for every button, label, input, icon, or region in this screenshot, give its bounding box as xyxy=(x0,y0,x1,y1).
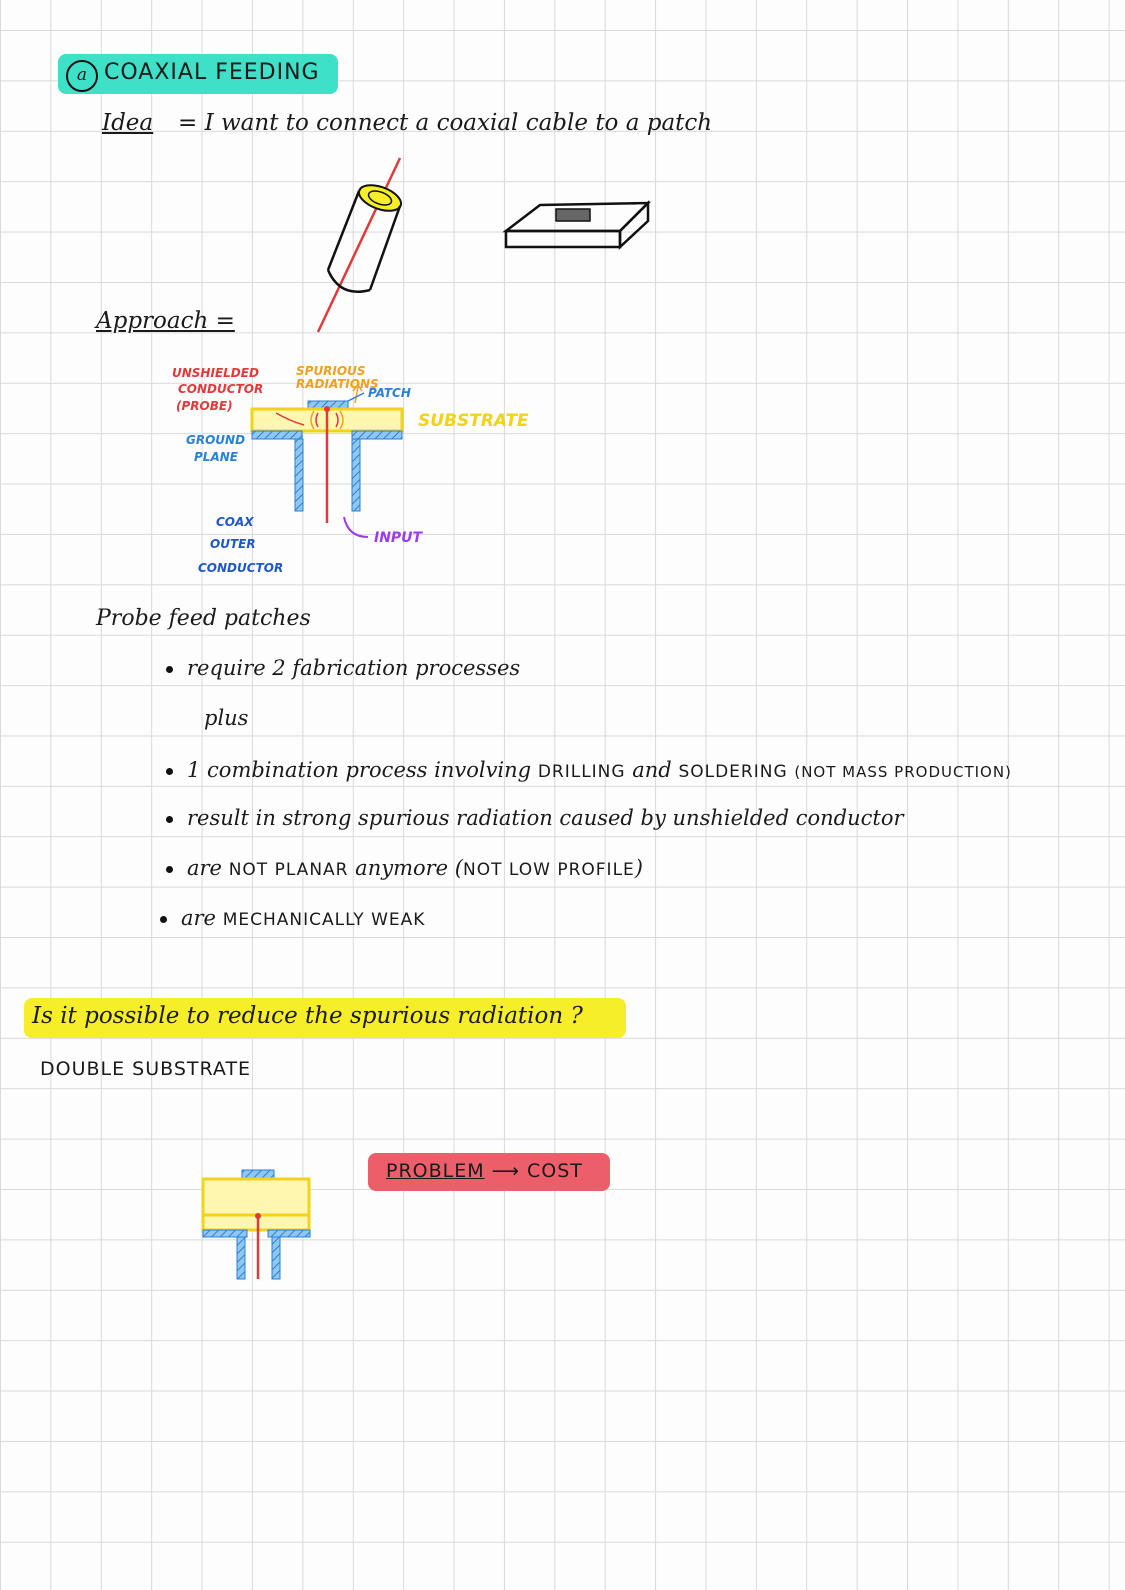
idea-label: Idea xyxy=(102,110,154,136)
label-input: INPUT xyxy=(374,530,423,546)
patch-rect xyxy=(556,209,590,221)
section-title: COAXIAL FEEDING xyxy=(104,60,320,85)
plus-text: plus xyxy=(204,706,249,730)
double-substrate-label: DOUBLE SUBSTRATE xyxy=(40,1058,252,1080)
label-patch: PATCH xyxy=(368,386,411,400)
label-spurious-2: RADIATIONS xyxy=(296,377,379,391)
label-ground-1: GROUND xyxy=(186,433,246,447)
cable-conductor-line xyxy=(318,158,400,332)
coax-right xyxy=(272,1237,280,1279)
bullet-dot xyxy=(166,768,173,775)
probe-section-title: Probe feed patches xyxy=(96,606,311,631)
bullet-dot xyxy=(166,816,173,823)
label-substrate: SUBSTRATE xyxy=(418,411,529,431)
bullet-planar: are NOT PLANAR anymore (NOT LOW PROFILE) xyxy=(166,856,643,880)
approach-label: Approach = xyxy=(96,308,235,334)
arrow-icon: ⟶ xyxy=(491,1160,520,1182)
section-badge: a xyxy=(66,60,98,92)
coax-feed-diagram xyxy=(240,395,420,530)
bullet-dot xyxy=(160,916,167,923)
label-ground-2: PLANE xyxy=(194,450,238,464)
coax-cable-sketch xyxy=(300,150,420,340)
idea-text: = I want to connect a coaxial cable to a patch xyxy=(178,110,713,136)
label-unshielded-1: UNSHIELDED xyxy=(172,366,259,380)
label-coax-1: COAX xyxy=(216,515,254,529)
top-patch xyxy=(242,1170,274,1178)
coax-outer-left xyxy=(295,439,303,511)
bullet-mechanical: are MECHANICALLY WEAK xyxy=(160,906,425,930)
label-coax-2: OUTER xyxy=(210,537,256,551)
label-coax-3: CONDUCTOR xyxy=(198,561,284,575)
ground-left xyxy=(203,1230,247,1237)
patch-box-sketch xyxy=(500,195,655,255)
label-spurious-1: SPURIOUS xyxy=(296,364,366,378)
problem-text: PROBLEM ⟶ COST xyxy=(386,1160,583,1182)
ground-right xyxy=(268,1230,310,1237)
label-unshielded-2: CONDUCTOR xyxy=(178,382,264,396)
coax-left xyxy=(237,1237,245,1279)
double-substrate-diagram xyxy=(198,1165,318,1285)
ground-plane-right xyxy=(352,431,402,439)
upper-substrate xyxy=(203,1179,309,1215)
coax-outer-right xyxy=(352,439,360,511)
bullet-spurious: result in strong spurious radiation caused by unshielded conductor xyxy=(166,806,904,830)
question-text: Is it possible to reduce the spurious radiation ? xyxy=(32,1003,583,1029)
ground-plane-left xyxy=(252,431,302,439)
bullet-combination: 1 combination process involving DRILLING and SOLDERING (NOT MASS PRODUCTION) xyxy=(166,758,1012,782)
bullet-fabrication: require 2 fabrication processes xyxy=(166,656,520,680)
bullet-dot xyxy=(166,866,173,873)
bullet-dot xyxy=(166,666,173,673)
label-unshielded-3: (PROBE) xyxy=(176,399,233,413)
